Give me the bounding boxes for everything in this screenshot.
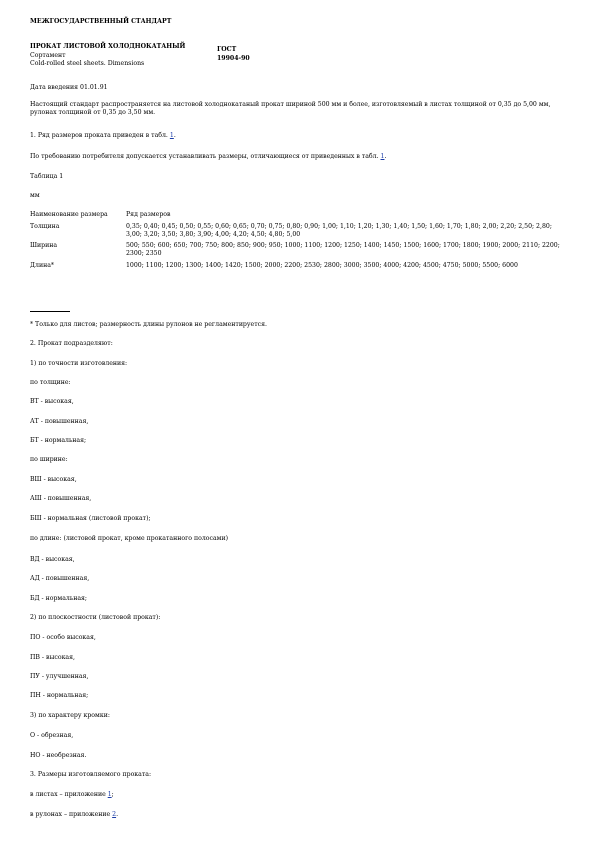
classification-line: ВД - высокая, bbox=[30, 556, 75, 563]
classification-line: ПВ - высокая, bbox=[30, 654, 75, 661]
classification-line: БД - нормальная; bbox=[30, 595, 88, 602]
rolls-text: в рулонах – приложение bbox=[30, 811, 113, 818]
appendix-2-link[interactable]: 2 bbox=[112, 811, 117, 818]
table-caption: Таблица 1 bbox=[30, 173, 64, 180]
rolls-end: . bbox=[116, 811, 119, 818]
table-cell-values: 0,35; 0,40; 0,45; 0,50; 0,55; 0,60; 0,65; 0,70; 0,75; 0,80; 0,90; 1,00; 1,10; 1,20; 1,30; 1,40; 1,50; 1,60; 1,70; 1,80; 2,00; 2,20; 2,50; 2,80; 3,00; 3,20; 3,50; 3,80; 3,90; 4,00; 4,20; 4,50; 4,80; 5,00 bbox=[126, 222, 552, 238]
table-footnote: * Только для листов; размерность длины рулонов не регламентируется. bbox=[30, 321, 267, 328]
appendix-1-link[interactable]: 1 bbox=[107, 791, 112, 798]
sheets-end: ; bbox=[111, 791, 114, 798]
classification-line: по длине: (листовой прокат, кроме прокатанного полосами) bbox=[30, 535, 229, 542]
sheets-text: в листах – приложение bbox=[30, 791, 108, 798]
rolls-line bbox=[30, 811, 118, 819]
paragraph-2 bbox=[30, 153, 386, 161]
scope-paragraph: Настоящий стандарт распространяется на листовой холоднокатаный прокат шириной 500 мм и более, изготовляемый в листах толщиной от 0,35 до 5,00 мм, рулонах толщиной от 0,35 до 3,50 мм. bbox=[30, 101, 551, 116]
classification-line: ВШ - высокая, bbox=[30, 476, 77, 483]
classification-line: НО - необрезная. bbox=[30, 752, 87, 759]
classification-line: по толщине: bbox=[30, 379, 71, 386]
paragraph-1-text: 1. Ряд размеров проката приведен в табл. bbox=[30, 132, 170, 139]
table-header-name: Наименование размера bbox=[30, 211, 108, 218]
table-cell-name: Ширина bbox=[30, 242, 58, 250]
classification-line: 3) по характеру кромки: bbox=[30, 712, 110, 719]
subtitle-ru: Сортамент bbox=[30, 52, 66, 59]
gost-label: ГОСТ bbox=[217, 46, 237, 53]
standard-type: МЕЖГОСУДАРСТВЕННЫЙ СТАНДАРТ bbox=[30, 18, 172, 25]
subtitle-en: Cold-rolled steel sheets. Dimensions bbox=[30, 60, 145, 67]
classification-line: АТ - повышенная, bbox=[30, 418, 89, 425]
table-header-row bbox=[30, 211, 566, 223]
table-1-link[interactable]: 1 bbox=[169, 132, 174, 139]
classification-line: ПН - нормальная; bbox=[30, 692, 89, 699]
footnote-divider bbox=[30, 311, 70, 312]
paragraph-1 bbox=[30, 132, 176, 140]
classification-line: АД - повышенная, bbox=[30, 575, 90, 582]
classification-line: О - обрезная, bbox=[30, 732, 74, 739]
table-cell-values: 1000; 1100; 1200; 1300; 1400; 1420; 1500; 2000; 2200; 2530; 2800; 3000; 3500; 4000; 4200; 4500; 4750; 5000; 5500; 6000 bbox=[126, 261, 518, 269]
classification-line: АШ - повышенная, bbox=[30, 495, 92, 502]
table-cell-name: Толщина bbox=[30, 222, 60, 230]
classification-line: БТ - нормальная; bbox=[30, 437, 87, 444]
paragraph-1-end: . bbox=[173, 132, 176, 139]
gost-number: 19904-90 bbox=[217, 55, 250, 62]
classification-title: 2. Прокат подразделяют: bbox=[30, 340, 113, 347]
table-unit: мм bbox=[30, 192, 40, 199]
document-title: ПРОКАТ ЛИСТОВОЙ ХОЛОДНОКАТАНЫЙ bbox=[30, 43, 186, 50]
table-row bbox=[30, 223, 566, 243]
sizes-table bbox=[30, 211, 566, 274]
classification-line: 2) по плоскостности (листовой прокат): bbox=[30, 614, 161, 621]
table-row bbox=[30, 262, 566, 274]
sheets-line bbox=[30, 791, 114, 799]
classification-line: БШ - нормальная (листовой прокат); bbox=[30, 515, 151, 522]
table-row bbox=[30, 242, 566, 262]
classification-line: 1) по точности изготовления: bbox=[30, 360, 128, 367]
classification-line: ПУ - улучшенная, bbox=[30, 673, 89, 680]
table-cell-name: Длина* bbox=[30, 261, 54, 269]
classification-line: ПО - особо высокая, bbox=[30, 634, 96, 641]
sizes-title: 3. Размеры изготовляемого проката: bbox=[30, 771, 152, 778]
table-header-values: Ряд размеров bbox=[126, 211, 171, 218]
table-cell-values: 500; 550; 600; 650; 700; 750; 800; 850; 900; 950; 1000; 1100; 1200; 1250; 1400; 1450; 1500; 1600; 1700; 1800; 1900; 2000; 2110; 2200; 2300; 2350 bbox=[126, 242, 560, 257]
paragraph-2-end: . bbox=[384, 153, 387, 160]
paragraph-2-text: По требованию потребителя допускается устанавливать размеры, отличающиеся от приведенных в табл. bbox=[30, 153, 381, 160]
table-1-link-2[interactable]: 1 bbox=[380, 153, 385, 160]
effective-date: Дата введения 01.01.91 bbox=[30, 84, 108, 91]
classification-line: ВТ - высокая, bbox=[30, 398, 74, 405]
classification-line: по ширине: bbox=[30, 456, 68, 463]
